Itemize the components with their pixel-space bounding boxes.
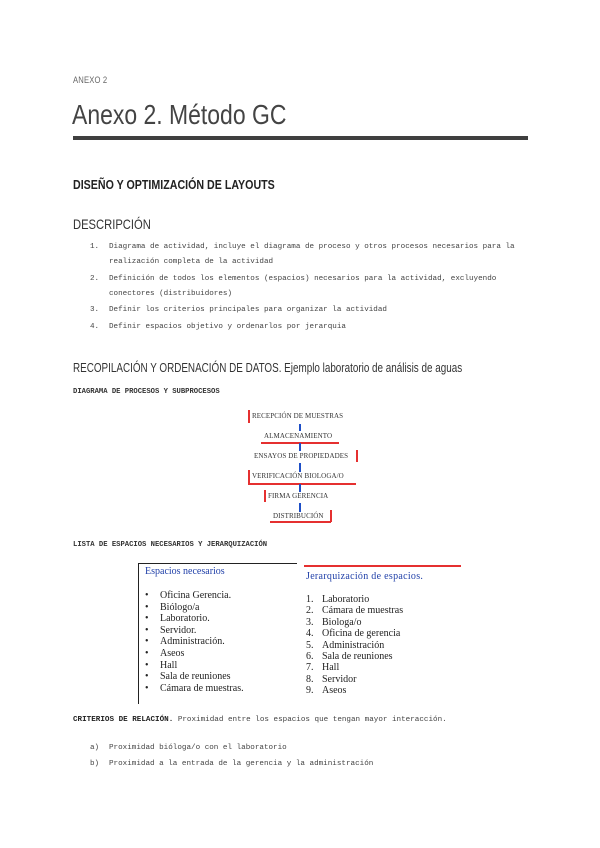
criteria-text: Proximidad entre los espacios que tengan mayor interacción. [173, 716, 447, 724]
flow-step-tests: ENSAYOS DE PROPIEDADES [254, 452, 349, 460]
bracket-mark [270, 521, 331, 523]
bracket-mark [248, 410, 250, 423]
process-flow-diagram [236, 410, 366, 525]
process-diagram-heading: DIAGRAMA DE PROCESOS Y SUBPROCESOS [73, 388, 220, 396]
list-item: • Aseos [145, 647, 185, 659]
list-item: • Hall [145, 659, 178, 671]
hierarchy-top-rule [304, 565, 461, 567]
criteria-paragraph [73, 716, 543, 724]
bracket-mark [264, 490, 266, 502]
data-heading: RECOPILACIÓN Y ORDENACIÓN DE DATOS. Ejemplo laboratorio de análisis de aguas [73, 360, 463, 375]
annex-label: ANEXO 2 [73, 75, 108, 85]
page-title: Anexo 2. Método GC [72, 99, 287, 130]
spaces-box-title: Espacios necesarios [145, 566, 225, 577]
list-item: • Oficina Gerencia. [145, 590, 232, 601]
list-item: a) Proximidad bióloga/o con el laboratorio [90, 744, 287, 752]
flow-step-signature: FIRMA GERENCIA [268, 492, 329, 500]
list-item: 9. Aseos [306, 685, 347, 697]
list-item: 4. Definir espacios objetivo y ordenarlos por jerarquia [90, 322, 346, 331]
criteria-list [90, 740, 373, 772]
bracket-mark [356, 450, 358, 462]
spaces-heading: LISTA DE ESPACIOS NECESARIOS Y JERARQUIZACIÓN [73, 541, 268, 549]
list-item: 8. Servidor [306, 673, 357, 685]
list-item: 3. Biologa/o [306, 616, 362, 628]
bracket-mark [248, 470, 250, 483]
hierarchy-list [306, 594, 403, 697]
list-item: • Laboratorio. [145, 613, 210, 625]
description-list [90, 240, 540, 336]
list-item: • Biólogo/a [145, 601, 200, 613]
list-item: 1. Diagrama de actividad, incluye el diagrama de proceso y otros procesos necesarios para la realización completa de la actividad [90, 243, 515, 266]
list-item: 1. Laboratorio [306, 594, 370, 605]
flow-step-storage: ALMACENAMIENTO [264, 432, 333, 440]
criteria-label: CRITERIOS DE RELACIÓN. [73, 716, 174, 724]
list-item: 6. Sala de reuniones [306, 651, 393, 663]
flow-step-reception: RECEPCIÓN DE MUESTRAS [252, 412, 344, 420]
hierarchy-box-title: Jerarquización de espacios. [306, 571, 424, 582]
flow-step-verification: VERIFICACIÓN BIOLOGA/O [252, 472, 344, 480]
list-item: 5. Administración [306, 639, 385, 651]
flow-connector [299, 484, 301, 492]
flow-connector [299, 503, 301, 512]
list-item: 4. Oficina de gerencia [306, 628, 401, 640]
list-item: 7. Hall [306, 662, 340, 674]
list-item: 2. Cámara de muestras [306, 605, 404, 617]
flow-connector [299, 463, 301, 472]
list-item: b) Proximidad a la entrada de la gerencia y la administración [90, 760, 374, 768]
list-item: • Administración. [145, 636, 225, 648]
flow-step-distribution: DISTRIBUCIÓN [273, 512, 324, 520]
bracket-mark [248, 483, 356, 485]
spaces-list [145, 590, 244, 694]
list-item: • Sala de reuniones [145, 671, 231, 683]
description-heading: DESCRIPCIÓN [73, 216, 151, 232]
list-item: 3. Definir los criterios principales para organizar la actividad [90, 306, 387, 314]
flow-connector [299, 424, 301, 431]
list-item: • Cámara de muestras. [145, 682, 244, 694]
design-heading: DISEÑO Y OPTIMIZACIÓN DE LAYOUTS [73, 177, 275, 192]
title-divider [73, 136, 528, 140]
list-item: • Servidor. [145, 624, 197, 636]
flow-connector [299, 443, 301, 451]
list-item: 2. Definición de todos los elementos (espacios) necesarios para la actividad, excluyendo conectores (distribuidores) [90, 274, 497, 298]
